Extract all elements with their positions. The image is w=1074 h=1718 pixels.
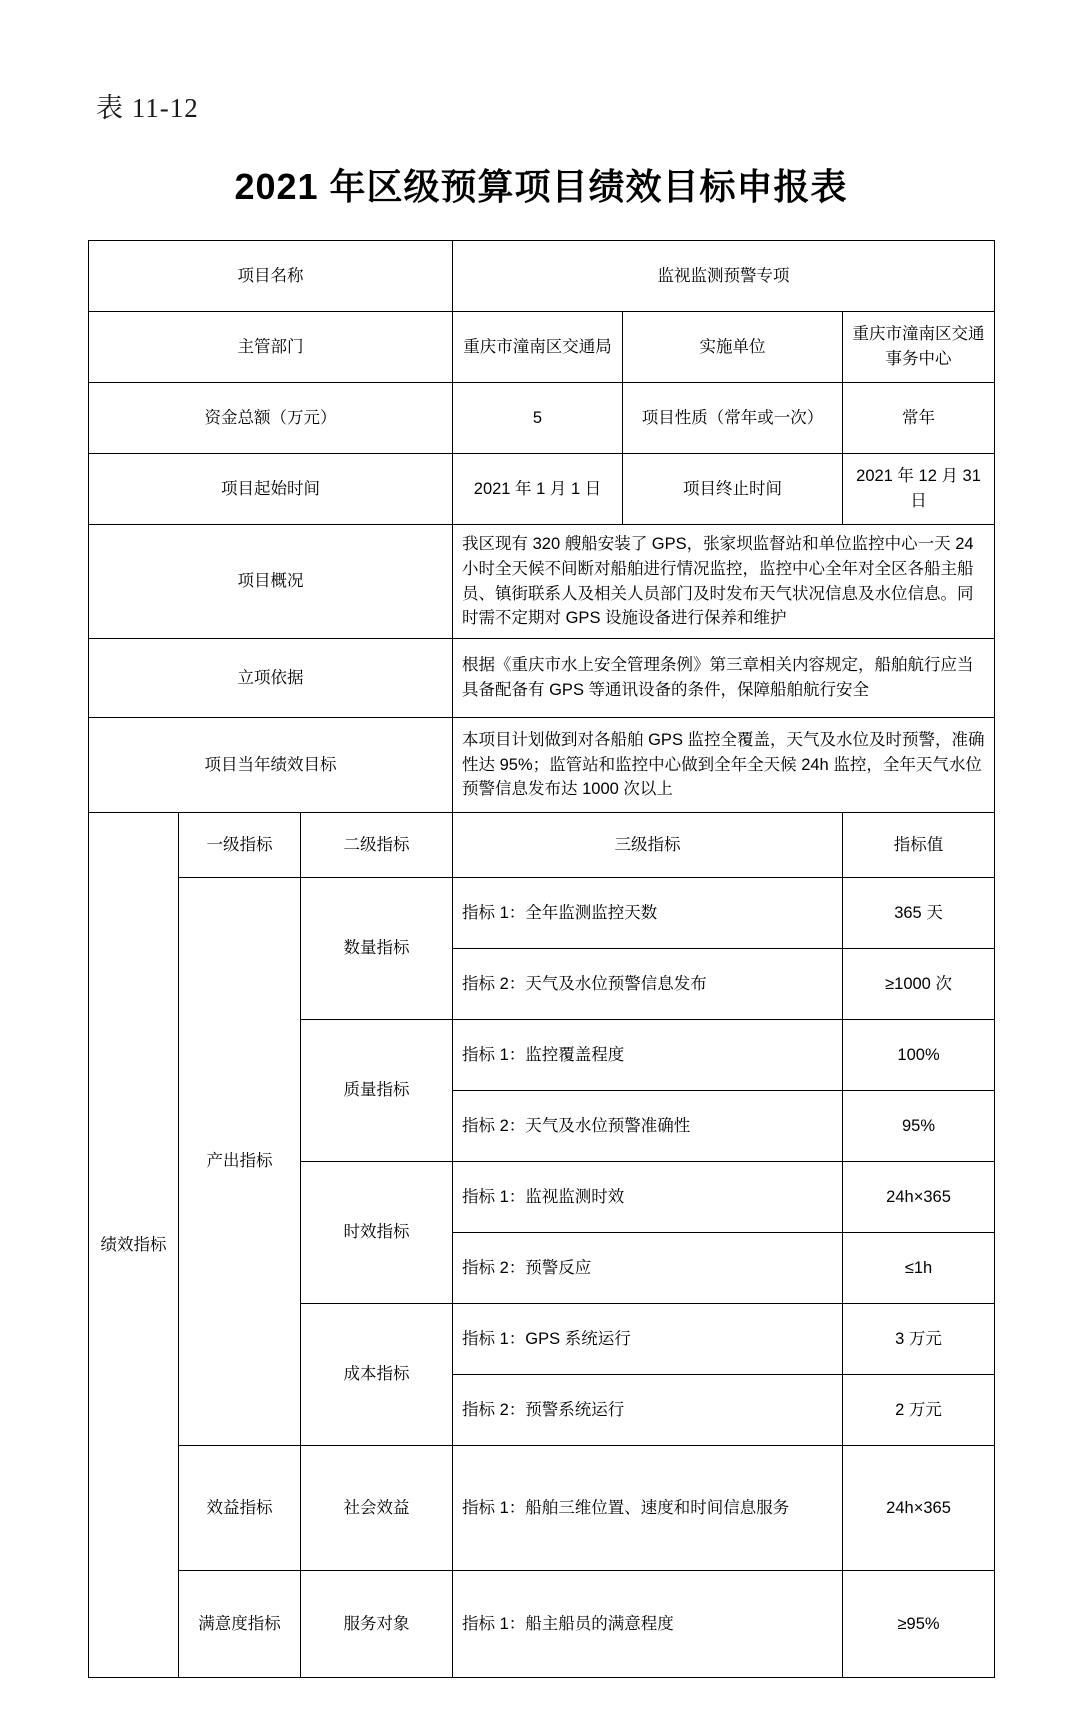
- table-row: [89, 639, 995, 718]
- table-row: [89, 312, 995, 383]
- overview-value: 我区现有 320 艘船安装了 GPS，张家坝监督站和单位监控中心一天 24 小时全天候不间断对船舶进行情况监控，监控中心全年对全区各船主船员、镇街联系人及相关人员部门及时发布天气状况信息及水位信息。同时需不定期对 GPS 设施设备进行保养和维护: [453, 525, 995, 639]
- overview-label: 项目概况: [89, 525, 453, 639]
- performance-goal-form: [88, 240, 995, 1678]
- indicator-level1-benefit: 效益指标: [179, 1446, 301, 1571]
- indicator-value: 3 万元: [843, 1304, 995, 1375]
- nature-label: 项目性质（常年或一次）: [623, 383, 843, 454]
- year-goal-value: 本项目计划做到对各船舶 GPS 监控全覆盖，天气及水位及时预警，准确性达 95%；监管站和监控中心做到全年全天候 24h 监控，全年天气水位预警信息发布达 1000 次以上: [453, 718, 995, 813]
- indicator-value: 95%: [843, 1091, 995, 1162]
- indicator-level3: 指标 1：船主船员的满意程度: [453, 1571, 843, 1678]
- indicator-value: 24h×365: [843, 1446, 995, 1571]
- table-row: [89, 383, 995, 454]
- table-row: [89, 525, 995, 639]
- indicator-header-level1: 一级指标: [179, 813, 301, 878]
- nature-value: 常年: [843, 383, 995, 454]
- indicator-level3: 指标 1：GPS 系统运行: [453, 1304, 843, 1375]
- indicator-value: 24h×365: [843, 1162, 995, 1233]
- indicator-level3: 指标 1：监控覆盖程度: [453, 1020, 843, 1091]
- table-row: [89, 718, 995, 813]
- table-row: [89, 878, 995, 949]
- project-name-label: 项目名称: [89, 241, 453, 312]
- table-label: 表 11-12: [96, 93, 199, 123]
- fund-label: 资金总额（万元）: [89, 383, 453, 454]
- indicator-value: ≤1h: [843, 1233, 995, 1304]
- indicator-level3: 指标 1：全年监测监控天数: [453, 878, 843, 949]
- indicator-header-level3: 三级指标: [453, 813, 843, 878]
- indicator-level3: 指标 2：预警反应: [453, 1233, 843, 1304]
- fund-value: 5: [453, 383, 623, 454]
- table-row: [89, 241, 995, 312]
- indicator-header-row: [89, 813, 995, 878]
- indicator-value: 365 天: [843, 878, 995, 949]
- indicator-level2-social: 社会效益: [301, 1446, 453, 1571]
- indicator-level2-quality: 质量指标: [301, 1020, 453, 1162]
- indicator-level3: 指标 2：天气及水位预警信息发布: [453, 949, 843, 1020]
- indicator-level2-timeliness: 时效指标: [301, 1162, 453, 1304]
- indicator-level3: 指标 1：监视监测时效: [453, 1162, 843, 1233]
- unit-label: 实施单位: [623, 312, 843, 383]
- year-goal-label: 项目当年绩效目标: [89, 718, 453, 813]
- indicator-header-level2: 二级指标: [301, 813, 453, 878]
- dept-label: 主管部门: [89, 312, 453, 383]
- end-value: 2021 年 12 月 31 日: [843, 454, 995, 525]
- table-row: [89, 454, 995, 525]
- indicator-level1-satisfaction: 满意度指标: [179, 1571, 301, 1678]
- start-value: 2021 年 1 月 1 日: [453, 454, 623, 525]
- indicator-level3: 指标 2：天气及水位预警准确性: [453, 1091, 843, 1162]
- indicator-level2-service-target: 服务对象: [301, 1571, 453, 1678]
- indicator-level1-output: 产出指标: [179, 878, 301, 1446]
- basis-label: 立项依据: [89, 639, 453, 718]
- dept-value: 重庆市潼南区交通局: [453, 312, 623, 383]
- indicator-value: 2 万元: [843, 1375, 995, 1446]
- indicator-level3: 指标 1：船舶三维位置、速度和时间信息服务: [453, 1446, 843, 1571]
- indicator-section-label: 绩效指标: [89, 813, 179, 1678]
- project-name-value: 监视监测预警专项: [453, 241, 995, 312]
- indicator-level2-quantity: 数量指标: [301, 878, 453, 1020]
- table-row: [89, 1571, 995, 1678]
- table-row: [89, 1446, 995, 1571]
- start-label: 项目起始时间: [89, 454, 453, 525]
- indicator-value: 100%: [843, 1020, 995, 1091]
- indicator-header-value: 指标值: [843, 813, 995, 878]
- indicator-level3: 指标 2：预警系统运行: [453, 1375, 843, 1446]
- indicator-value: ≥1000 次: [843, 949, 995, 1020]
- page-title: 2021 年区级预算项目绩效目标申报表: [234, 166, 848, 207]
- basis-value: 根据《重庆市水上安全管理条例》第三章相关内容规定，船舶航行应当具备配备有 GPS 等通讯设备的条件，保障船舶航行安全: [453, 639, 995, 718]
- indicator-level2-cost: 成本指标: [301, 1304, 453, 1446]
- indicator-value: ≥95%: [843, 1571, 995, 1678]
- end-label: 项目终止时间: [623, 454, 843, 525]
- unit-value: 重庆市潼南区交通事务中心: [843, 312, 995, 383]
